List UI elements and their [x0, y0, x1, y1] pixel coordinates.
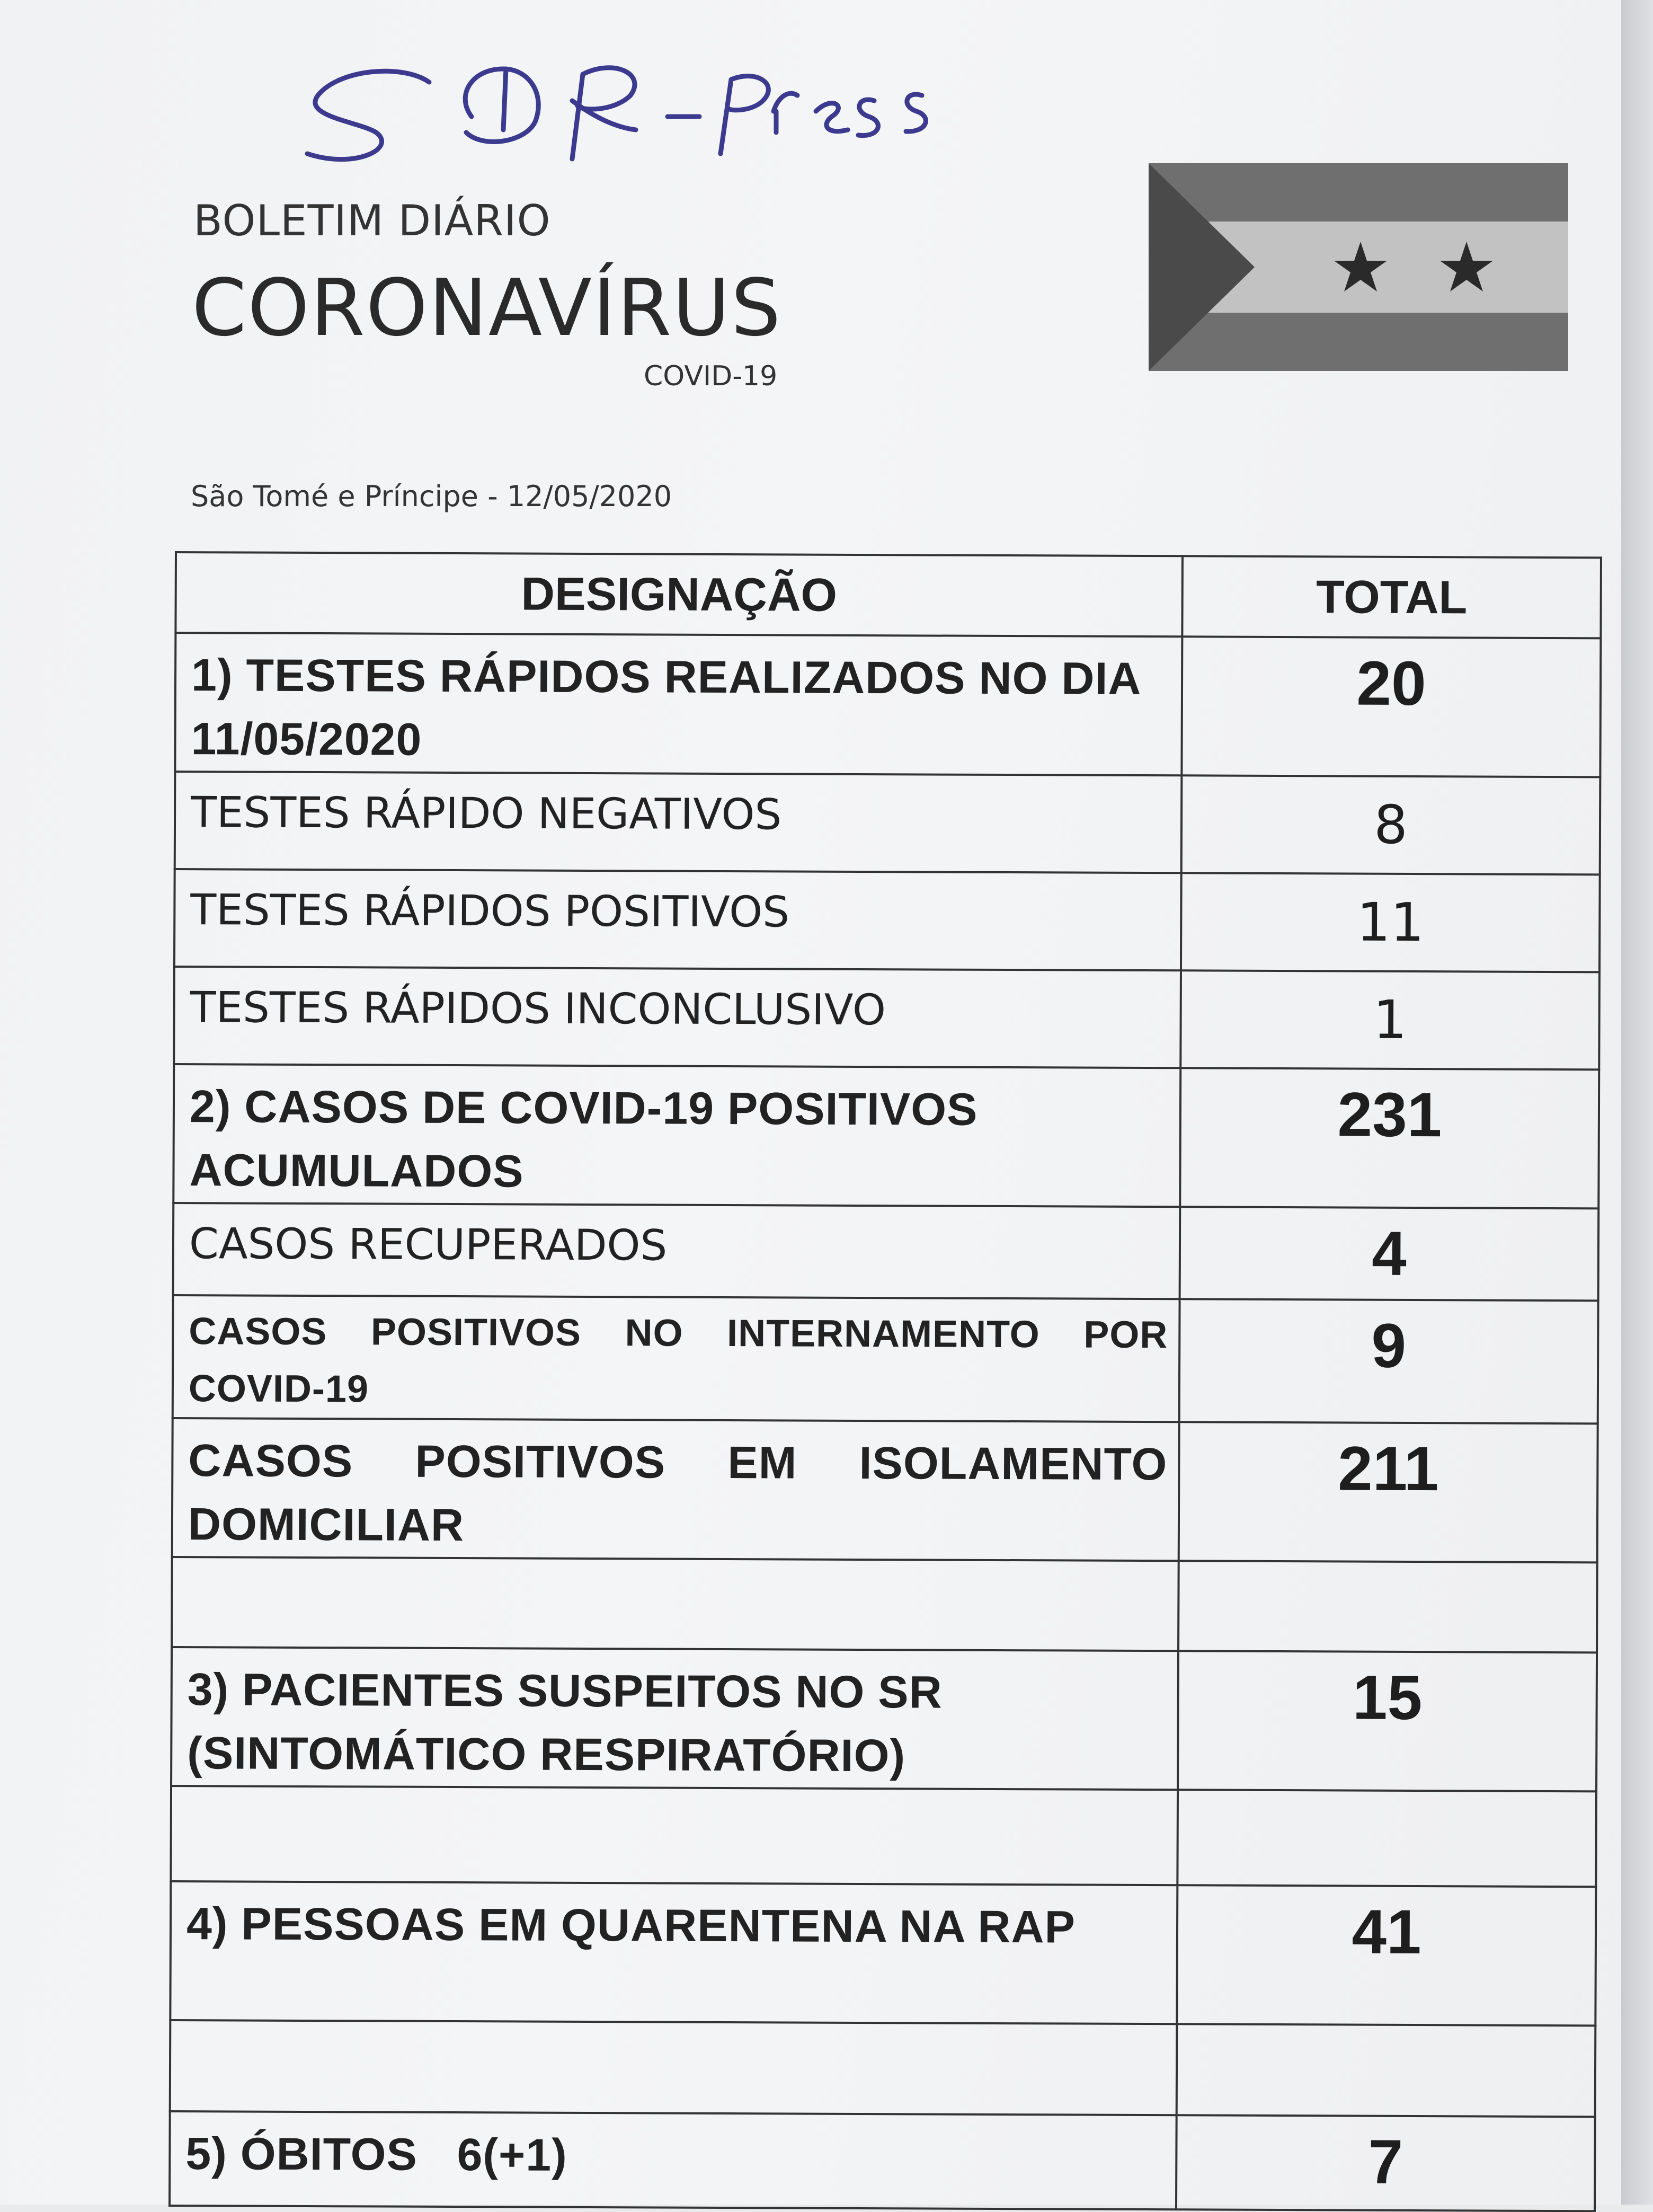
- row-value: 8: [1181, 775, 1601, 874]
- row-label: CASOS RECUPERADOS: [173, 1203, 1180, 1299]
- row-value: 15: [1178, 1651, 1597, 1791]
- row-label: 3) PACIENTES SUSPEITOS NO SR (SINTOMÁTICO RESPIRATÓRIO): [171, 1647, 1178, 1790]
- row-value: 7: [1176, 2115, 1595, 2211]
- row-value: 9: [1179, 1299, 1598, 1423]
- row-value: 20: [1181, 636, 1601, 777]
- table-row: [171, 1647, 1597, 1791]
- sao-tome-flag-icon: [1149, 163, 1568, 371]
- bulletin-kicker: BOLETIM DIÁRIO: [193, 196, 551, 245]
- bulletin-title: CORONAVÍRUS: [192, 262, 782, 353]
- table-row: [170, 2111, 1595, 2211]
- table-row: [172, 1418, 1598, 1562]
- table-row-empty: [171, 1786, 1596, 1887]
- table-row: [170, 1881, 1596, 2025]
- row-label: CASOS POSITIVOS EM ISOLAMENTO DOMICILIAR: [172, 1418, 1179, 1561]
- bulletin-subtitle: COVID-19: [644, 360, 778, 392]
- row-value: 1: [1180, 970, 1599, 1069]
- handwritten-signature: [297, 37, 959, 185]
- table-row-empty: [170, 2020, 1596, 2117]
- table-row: [173, 1064, 1599, 1208]
- row-label: 2) CASOS DE COVID-19 POSITIVOS ACUMULADOS: [173, 1064, 1180, 1207]
- row-label: 1) TESTES RÁPIDOS REALIZADOS NO DIA 11/05/2020: [175, 633, 1182, 775]
- row-value: 11: [1181, 873, 1600, 972]
- background-surface: [1621, 0, 1653, 2205]
- table-row: [173, 1295, 1598, 1423]
- table-row: [175, 633, 1601, 777]
- table-row: [174, 869, 1600, 972]
- row-label: 5) ÓBITOS 6(+1): [170, 2111, 1177, 2209]
- table-header-row: [175, 552, 1601, 638]
- row-label: [172, 1557, 1179, 1651]
- column-header-designation: DESIGNAÇÃO: [175, 552, 1183, 636]
- row-label: CASOS POSITIVOS NO INTERNAMENTO POR COVID-19: [173, 1295, 1180, 1422]
- row-label: TESTES RÁPIDOS INCONCLUSIVO: [174, 967, 1181, 1068]
- row-value: [1178, 1561, 1597, 1652]
- row-label: TESTES RÁPIDO NEGATIVOS: [175, 772, 1182, 873]
- column-header-total: TOTAL: [1182, 556, 1601, 638]
- row-value: 4: [1180, 1207, 1599, 1300]
- table-row: [175, 772, 1601, 874]
- row-label: 4) PESSOAS EM QUARENTENA NA RAP: [170, 1881, 1177, 2024]
- place-and-date: São Tomé e Príncipe - 12/05/2020: [191, 480, 672, 513]
- row-value: [1177, 1790, 1596, 1887]
- row-value: 211: [1179, 1422, 1598, 1562]
- bulletin-table: [168, 551, 1602, 2212]
- row-label: [171, 1786, 1178, 1885]
- row-label: TESTES RÁPIDOS POSITIVOS: [174, 869, 1181, 970]
- row-value: [1177, 2024, 1596, 2117]
- table-row-empty: [172, 1557, 1597, 1652]
- row-label: [170, 2020, 1177, 2115]
- row-value: 41: [1177, 1885, 1596, 2025]
- row-value: 231: [1180, 1068, 1599, 1208]
- table-row: [174, 967, 1599, 1069]
- table-row: [173, 1203, 1599, 1300]
